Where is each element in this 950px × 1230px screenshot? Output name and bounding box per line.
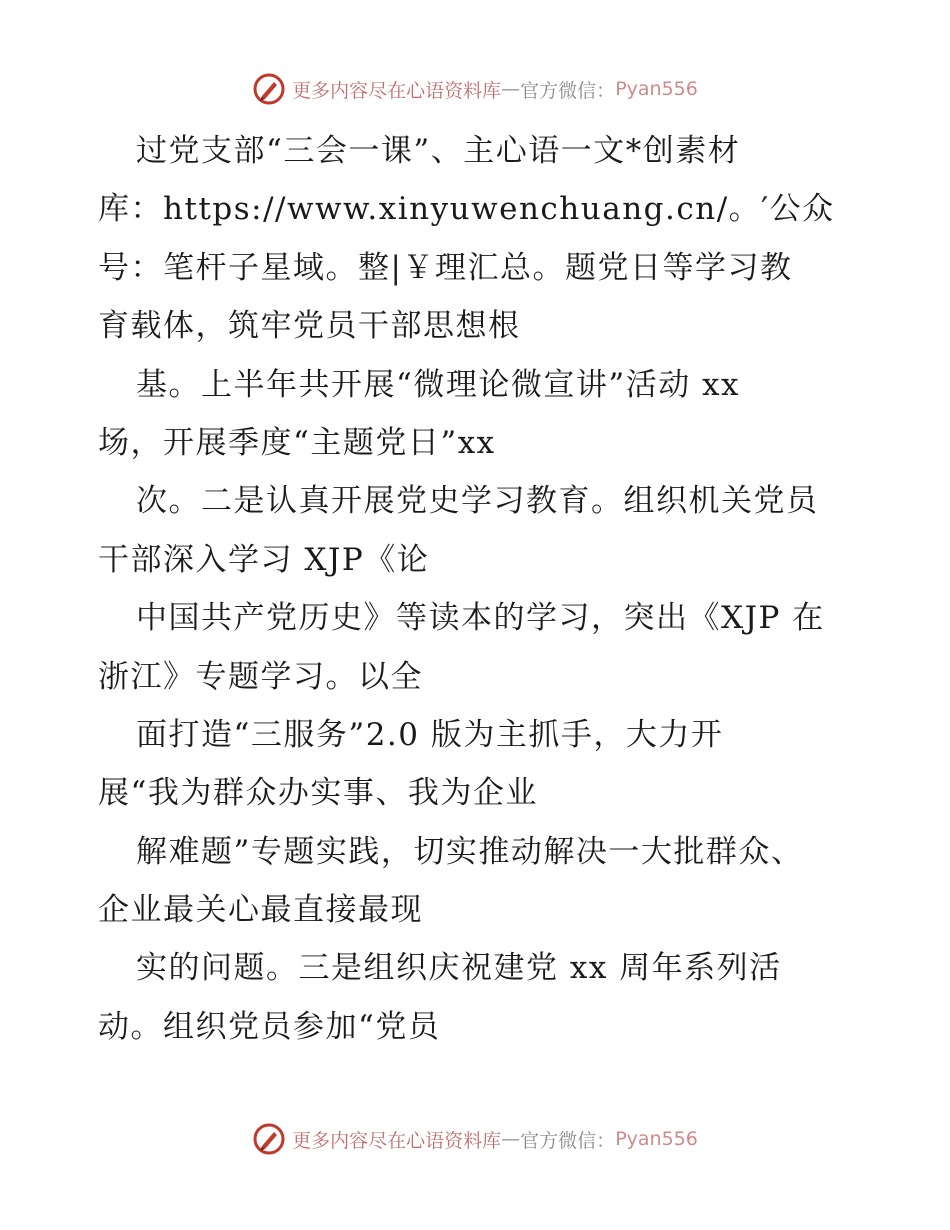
pen-logo-icon <box>252 1122 286 1156</box>
text-line: 实的问题。三是组织庆祝建党 xx 周年系列活 <box>136 950 782 987</box>
text-line: 次。二是认真开展党史学习教育。组织机关党员 <box>136 483 819 520</box>
text-line: 解难题”专题实践，切实推动解决一大批群众、 <box>136 833 804 870</box>
watermark-wechat-label: 官方微信： <box>520 79 616 102</box>
text-line: 浙江》专题学习。以全 <box>98 658 423 695</box>
pen-logo-icon <box>252 72 286 106</box>
text-line: 过党支部“三会一课”、主心语一文*创素材 <box>136 133 741 169</box>
watermark-wechat-label: 官方微信： <box>520 1129 616 1152</box>
text-line: 动。组织党员参加“党员 <box>98 1008 441 1045</box>
text-line: 面打造“三服务”2.0 版为主抓手，大力开 <box>136 716 724 753</box>
watermark-wechat-handle: Pyan556 <box>615 1128 698 1150</box>
header-watermark <box>0 72 950 106</box>
text-line: 库：https://www.xinyuwenchuang.cn/。′公众 <box>98 191 835 228</box>
watermark-site-text: 更多内容尽在心语资料库 <box>292 1129 502 1152</box>
text-line: 育载体，筑牢党员干部思想根 <box>98 308 521 345</box>
text-line: 中国共产党历史》等读本的学习，突出《XJP 在 <box>136 600 825 637</box>
watermark-separator: — <box>501 78 521 100</box>
watermark-wechat-handle: Pyan556 <box>615 78 698 100</box>
watermark-separator: — <box>501 1128 521 1150</box>
watermark-site-text: 更多内容尽在心语资料库 <box>292 79 502 102</box>
text-line: 企业最关心最直接最现 <box>98 892 423 929</box>
text-line: 号：笔杆子星域。整|￥理汇总。题党日等学习教 <box>98 249 793 286</box>
footer-watermark <box>0 1122 950 1156</box>
text-line: 基。上半年共开展“微理论微宣讲”活动 xx <box>136 366 741 403</box>
text-line: 展“我为群众办实事、我为企业 <box>98 775 538 812</box>
text-line: 场，开展季度“主题党日”xx <box>98 424 496 461</box>
text-line: 干部深入学习 XJP《论 <box>98 541 430 578</box>
document-body <box>98 122 858 1056</box>
